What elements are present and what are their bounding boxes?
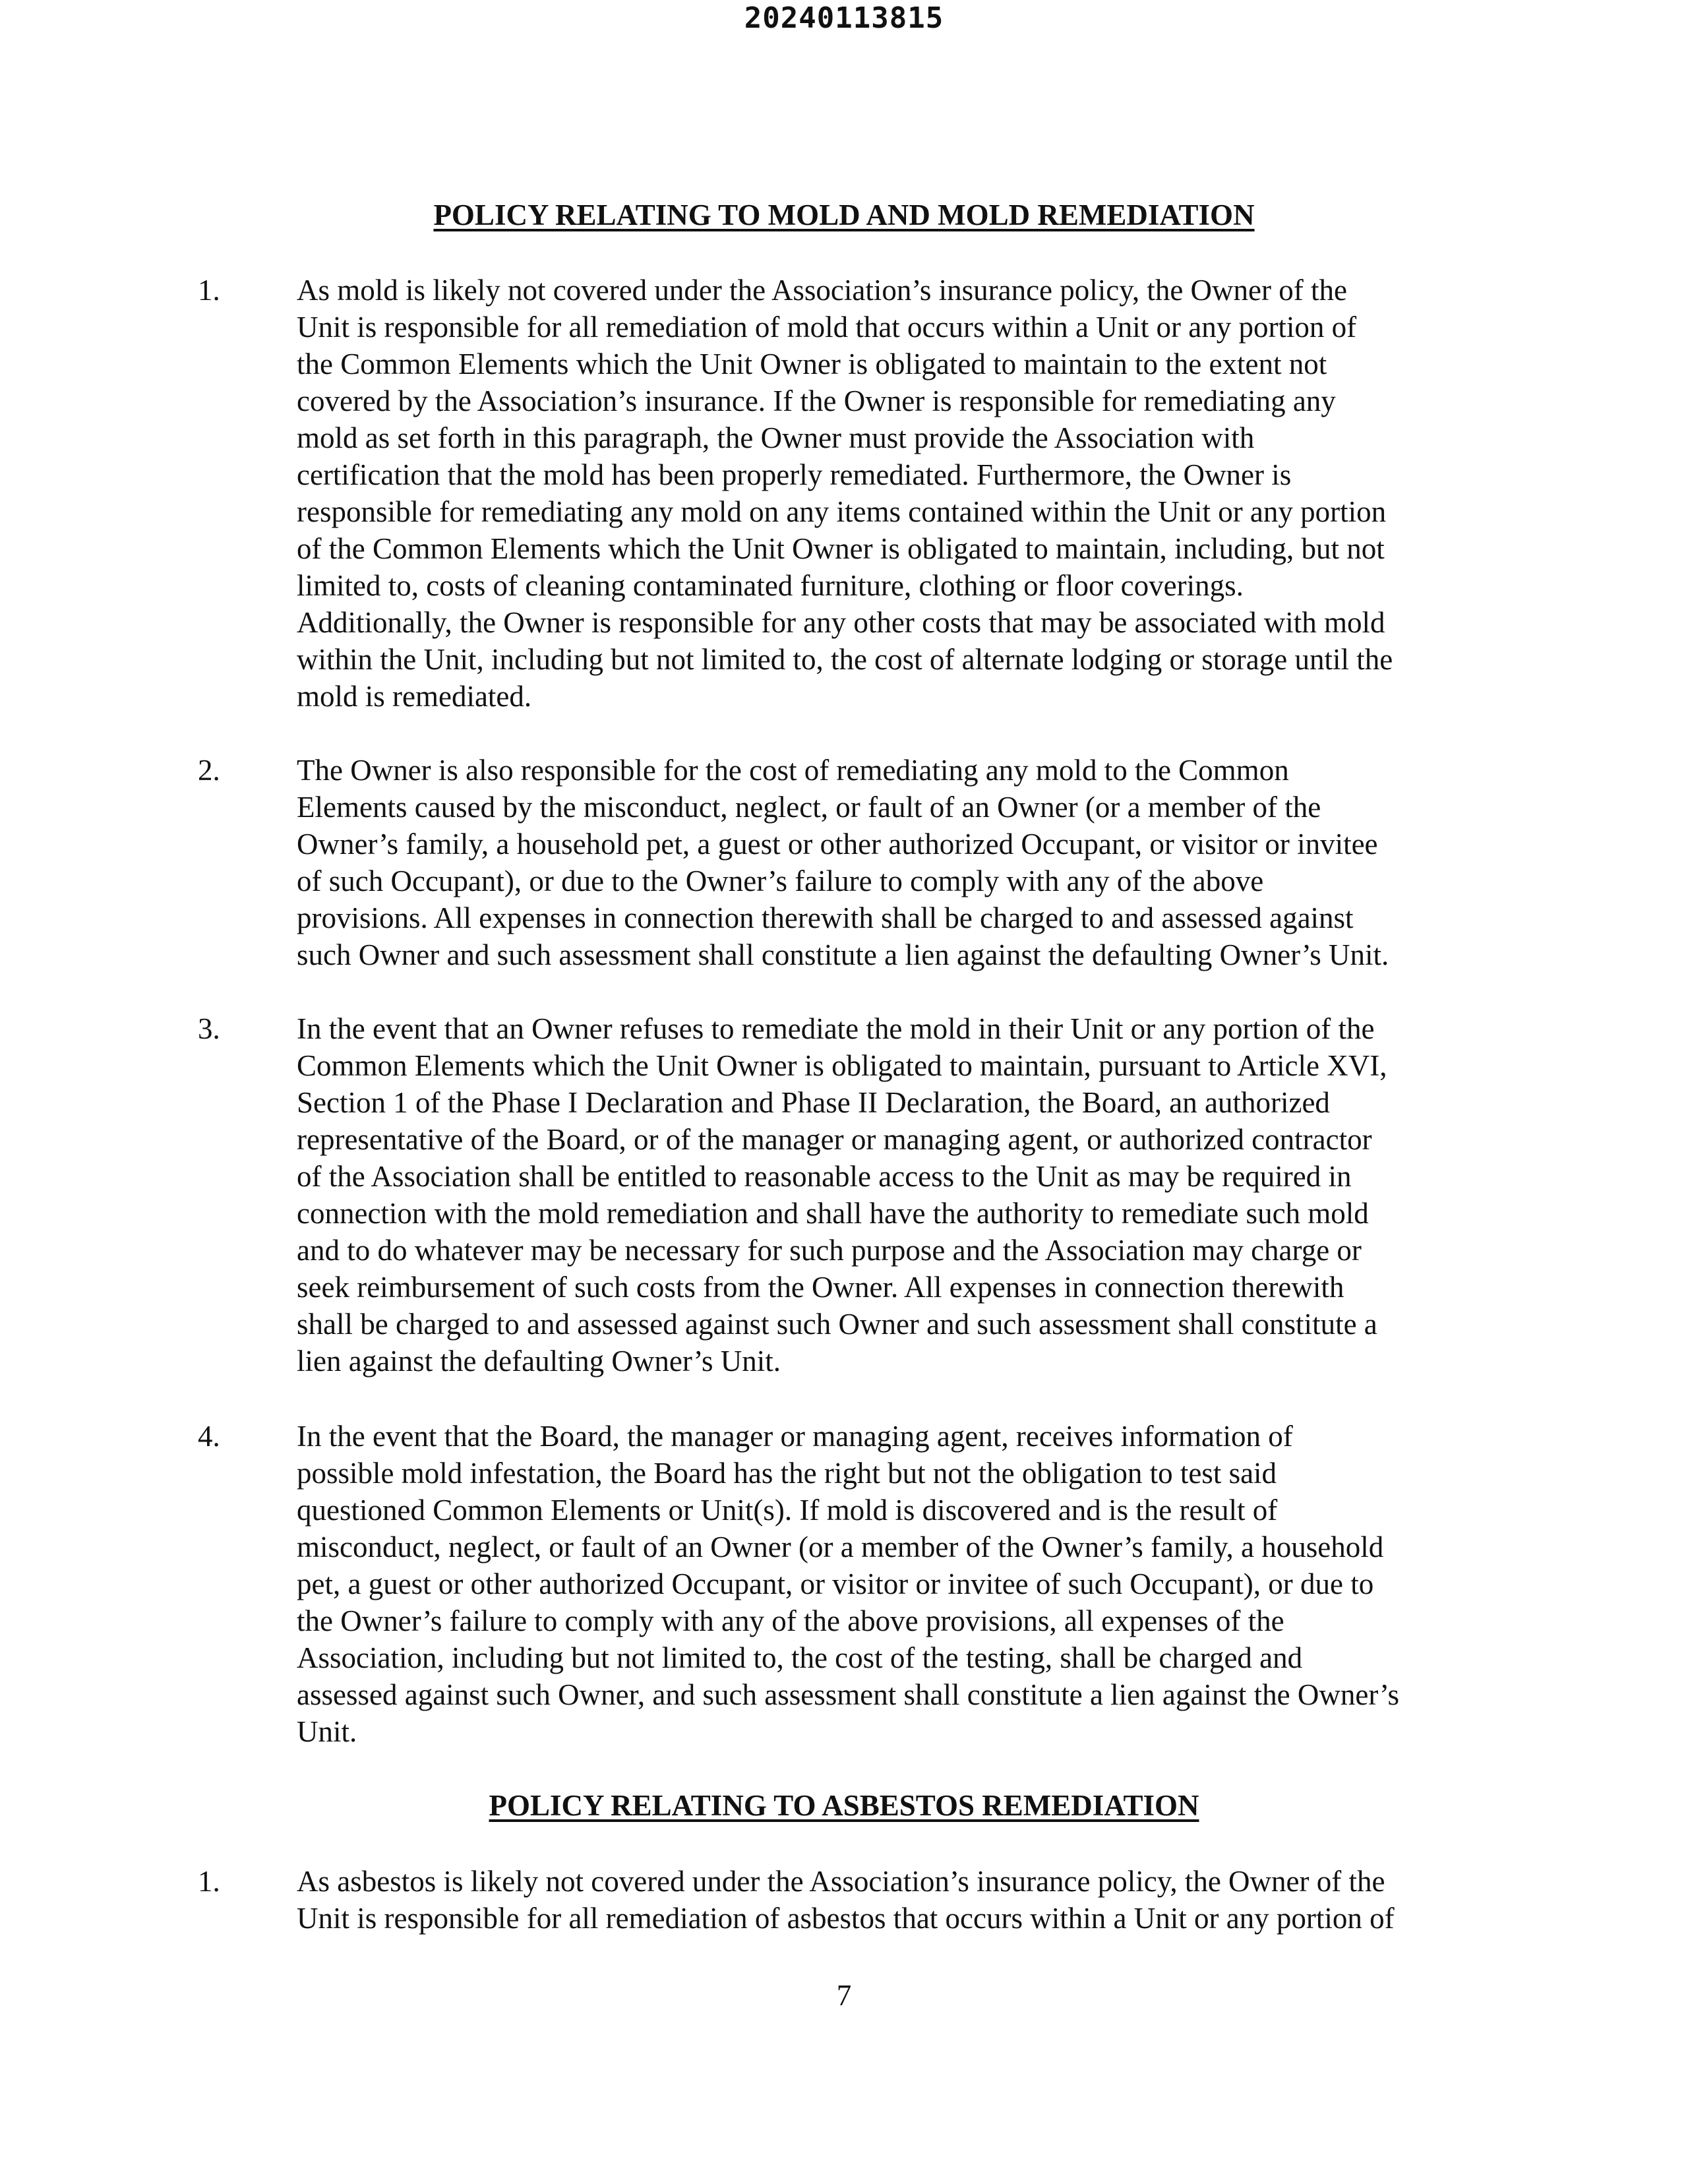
- text-line: assessed against such Owner, and such assessment shall constitute a lien against the Owner’s: [297, 1678, 1399, 1711]
- text-line: such Owner and such assessment shall constitute a lien against the defaulting Owner’s Unit.: [297, 938, 1389, 971]
- mold-policy-heading: POLICY RELATING TO MOLD AND MOLD REMEDIATION: [433, 198, 1255, 231]
- text-line: Common Elements which the Unit Owner is obligated to maintain, pursuant to Article XVI,: [297, 1049, 1387, 1082]
- item-number: 2.: [198, 754, 220, 787]
- text-line: The Owner is also responsible for the cost of remediating any mold to the Common: [297, 754, 1289, 787]
- item-number: 4.: [198, 1420, 220, 1453]
- text-line: of such Occupant), or due to the Owner’s failure to comply with any of the above: [297, 864, 1264, 897]
- text-line: misconduct, neglect, or fault of an Owner (or a member of the Owner’s family, a household: [297, 1531, 1384, 1563]
- text-line: of the Common Elements which the Unit Owner is obligated to maintain, including, but not: [297, 532, 1385, 565]
- text-line: certification that the mold has been properly remediated. Furthermore, the Owner is: [297, 458, 1292, 491]
- text-line: Elements caused by the misconduct, neglect, or fault of an Owner (or a member of the: [297, 791, 1321, 824]
- text-line: pet, a guest or other authorized Occupant, or visitor or invitee of such Occupant), or due to: [297, 1567, 1374, 1600]
- text-line: In the event that the Board, the manager or managing agent, receives information of: [297, 1420, 1293, 1453]
- item-text: [297, 752, 1477, 973]
- item-number: 1.: [198, 274, 220, 307]
- text-line: Owner’s family, a household pet, a guest or other authorized Occupant, or visitor or invitee: [297, 828, 1378, 861]
- text-line: of the Association shall be entitled to reasonable access to the Unit as may be required in: [297, 1160, 1352, 1193]
- item-number: 1.: [198, 1865, 220, 1898]
- item-text: [297, 1418, 1477, 1750]
- text-line: the Owner’s failure to comply with any of the above provisions, all expenses of the: [297, 1604, 1284, 1637]
- text-line: and to do whatever may be necessary for such purpose and the Association may charge or: [297, 1234, 1362, 1267]
- text-line: As asbestos is likely not covered under the Association’s insurance policy, the Owner of the: [297, 1865, 1385, 1898]
- text-line: covered by the Association’s insurance. If the Owner is responsible for remediating any: [297, 384, 1336, 417]
- text-line: mold as set forth in this paragraph, the Owner must provide the Association with: [297, 421, 1255, 454]
- text-line: connection with the mold remediation and shall have the authority to remediate such mold: [297, 1197, 1369, 1230]
- document-number: 20240113815: [744, 1, 944, 35]
- text-line: In the event that an Owner refuses to remediate the mold in their Unit or any portion of the: [297, 1012, 1375, 1045]
- text-line: within the Unit, including but not limited to, the cost of alternate lodging or storage until the: [297, 643, 1393, 676]
- text-line: shall be charged to and assessed against such Owner and such assessment shall constitute a: [297, 1308, 1377, 1341]
- item-text: [297, 1863, 1477, 1937]
- text-line: representative of the Board, or of the manager or managing agent, or authorized contractor: [297, 1123, 1372, 1156]
- text-line: seek reimbursement of such costs from the Owner. All expenses in connection therewith: [297, 1271, 1344, 1304]
- text-line: the Common Elements which the Unit Owner is obligated to maintain to the extent not: [297, 348, 1327, 380]
- text-line: questioned Common Elements or Unit(s). If mold is discovered and is the result of: [297, 1494, 1278, 1527]
- text-line: Unit is responsible for all remediation of mold that occurs within a Unit or any portion of: [297, 311, 1357, 344]
- text-line: limited to, costs of cleaning contaminated furniture, clothing or floor coverings.: [297, 569, 1244, 602]
- item-text: [297, 1010, 1477, 1380]
- text-line: Unit.: [297, 1715, 357, 1748]
- text-line: Additionally, the Owner is responsible for any other costs that may be associated with mold: [297, 606, 1385, 639]
- text-line: lien against the defaulting Owner’s Unit.: [297, 1345, 781, 1378]
- text-line: possible mold infestation, the Board has the right but not the obligation to test said: [297, 1457, 1277, 1490]
- item-number: 3.: [198, 1012, 220, 1045]
- text-line: Unit is responsible for all remediation of asbestos that occurs within a Unit or any portion of: [297, 1902, 1395, 1935]
- text-line: provisions. All expenses in connection therewith shall be charged to and assessed against: [297, 901, 1354, 934]
- text-line: responsible for remediating any mold on any items contained within the Unit or any portion: [297, 495, 1387, 528]
- asbestos-policy-heading: POLICY RELATING TO ASBESTOS REMEDIATION: [489, 1789, 1199, 1822]
- text-line: mold is remediated.: [297, 680, 532, 713]
- text-line: As mold is likely not covered under the Association’s insurance policy, the Owner of the: [297, 274, 1347, 307]
- item-text: [297, 272, 1477, 715]
- text-line: Section 1 of the Phase I Declaration and Phase II Declaration, the Board, an authorized: [297, 1086, 1330, 1119]
- page-number: 7: [836, 1979, 852, 2012]
- text-line: Association, including but not limited to, the cost of the testing, shall be charged and: [297, 1641, 1303, 1674]
